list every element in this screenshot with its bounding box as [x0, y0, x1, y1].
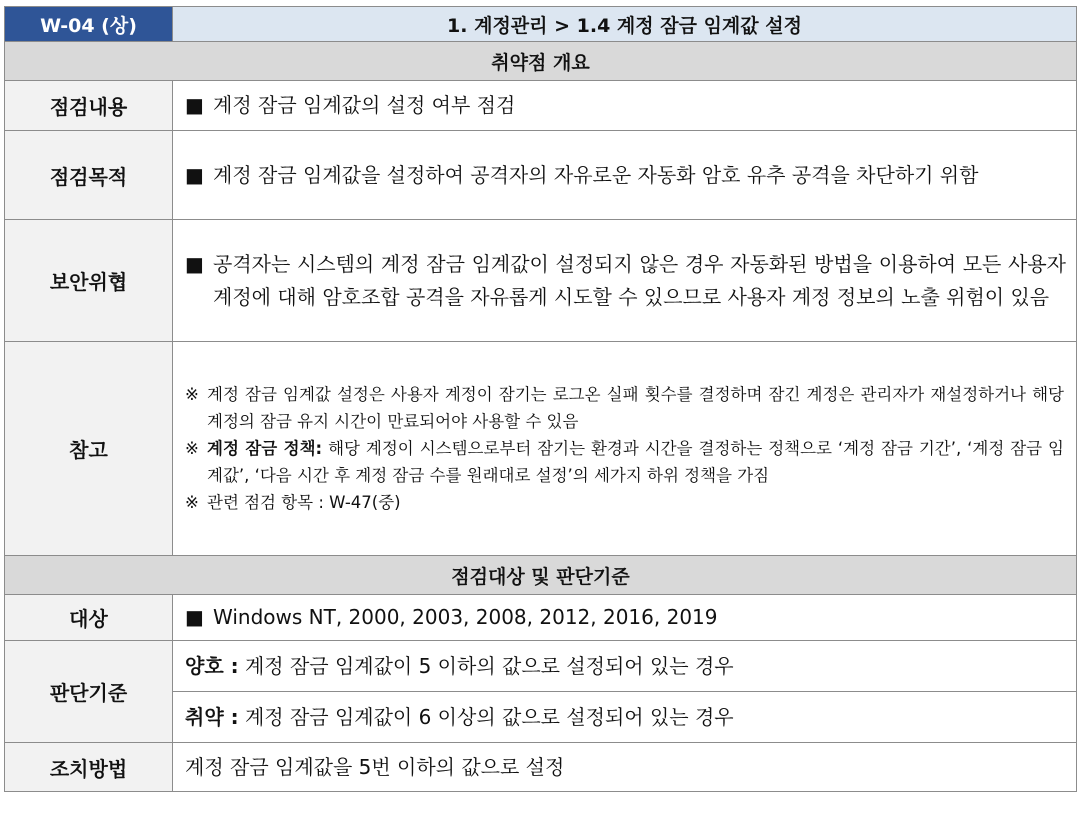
security-threat-text: 공격자는 시스템의 계정 잠금 임계값이 설정되지 않은 경우 자동화된 방법을 이용하여 모든 사용자 계정에 대해 암호조합 공격을 자유롭게 시도할 수 있으므로 사용자 계정 정보의 노출 위험이 있음 — [213, 251, 1066, 309]
criteria-weak-label: 취약 : — [185, 704, 239, 729]
row-criteria-good — [5, 641, 1077, 692]
row-target — [5, 595, 1077, 641]
criteria-good-text: 계정 잠금 임계값이 5 이하의 값으로 설정되어 있는 경우 — [238, 653, 734, 678]
label-check-content: 점검내용 — [5, 81, 173, 131]
square-bullet-icon: ■ — [185, 93, 204, 117]
reference-note-1-text: 계정 잠금 임계값 설정은 사용자 계정이 잠기는 로그온 실패 횟수를 결정하며 잠긴 계정은 관리자가 재설정하거나 해당 계정의 잠금 유지 시간이 만료되어야 사용할 수 있음 — [207, 385, 1064, 431]
label-action: 조치방법 — [5, 743, 173, 792]
label-criteria: 판단기준 — [5, 641, 173, 743]
vulnerability-check-table — [4, 6, 1077, 792]
value-check-purpose — [173, 131, 1077, 220]
row-check-purpose — [5, 131, 1077, 220]
label-check-purpose: 점검목적 — [5, 131, 173, 220]
criteria-good — [173, 641, 1077, 692]
criteria-weak-text: 계정 잠금 임계값이 6 이상의 값으로 설정되어 있는 경우 — [238, 704, 734, 729]
target-text: Windows NT, 2000, 2003, 2008, 2012, 2016, 2019 — [213, 605, 718, 629]
reference-mark-icon: ※ — [185, 493, 199, 512]
value-reference — [173, 342, 1077, 556]
reference-note-1 — [185, 381, 1064, 435]
reference-note-2-term: 계정 잠금 정책: — [207, 439, 323, 458]
header-row — [5, 7, 1077, 42]
square-bullet-icon: ■ — [185, 605, 204, 629]
value-action: 계정 잠금 임계값을 5번 이하의 값으로 설정 — [173, 743, 1077, 792]
section-overview-row — [5, 42, 1077, 81]
square-bullet-icon: ■ — [185, 251, 204, 276]
reference-note-2-text: 해당 계정이 시스템으로부터 잠기는 환경과 시간을 결정하는 정책으로 ‘계정 잠금 기간’, ‘계정 잠금 임계값’, ‘다음 시간 후 계정 잠금 수를 원래대로 설정’의 세가지 하위 정책을 가짐 — [207, 439, 1064, 485]
section-target-heading: 점검대상 및 판단기준 — [5, 556, 1077, 595]
reference-mark-icon: ※ — [185, 439, 199, 458]
row-reference — [5, 342, 1077, 556]
reference-note-3-text: 관련 점검 항목 : W-47(중) — [207, 493, 401, 512]
item-code: W-04 (상) — [5, 7, 173, 42]
value-target — [173, 595, 1077, 641]
row-check-content — [5, 81, 1077, 131]
value-check-content — [173, 81, 1077, 131]
reference-mark-icon: ※ — [185, 385, 199, 404]
section-target-row — [5, 556, 1077, 595]
reference-note-2 — [185, 435, 1064, 489]
label-target: 대상 — [5, 595, 173, 641]
section-overview-heading: 취약점 개요 — [5, 42, 1077, 81]
reference-note-3 — [185, 489, 1064, 516]
check-content-text: 계정 잠금 임계값의 설정 여부 점검 — [213, 93, 516, 117]
value-security-threat — [173, 220, 1077, 342]
check-purpose-text: 계정 잠금 임계값을 설정하여 공격자의 자유로운 자동화 암호 유추 공격을 차단하기 위함 — [213, 162, 979, 187]
square-bullet-icon: ■ — [185, 162, 204, 187]
item-title: 1. 계정관리 > 1.4 계정 잠금 임계값 설정 — [173, 7, 1077, 42]
row-security-threat — [5, 220, 1077, 342]
criteria-weak — [173, 692, 1077, 743]
label-security-threat: 보안위협 — [5, 220, 173, 342]
label-reference: 참고 — [5, 342, 173, 556]
row-action — [5, 743, 1077, 792]
criteria-good-label: 양호 : — [185, 653, 239, 678]
